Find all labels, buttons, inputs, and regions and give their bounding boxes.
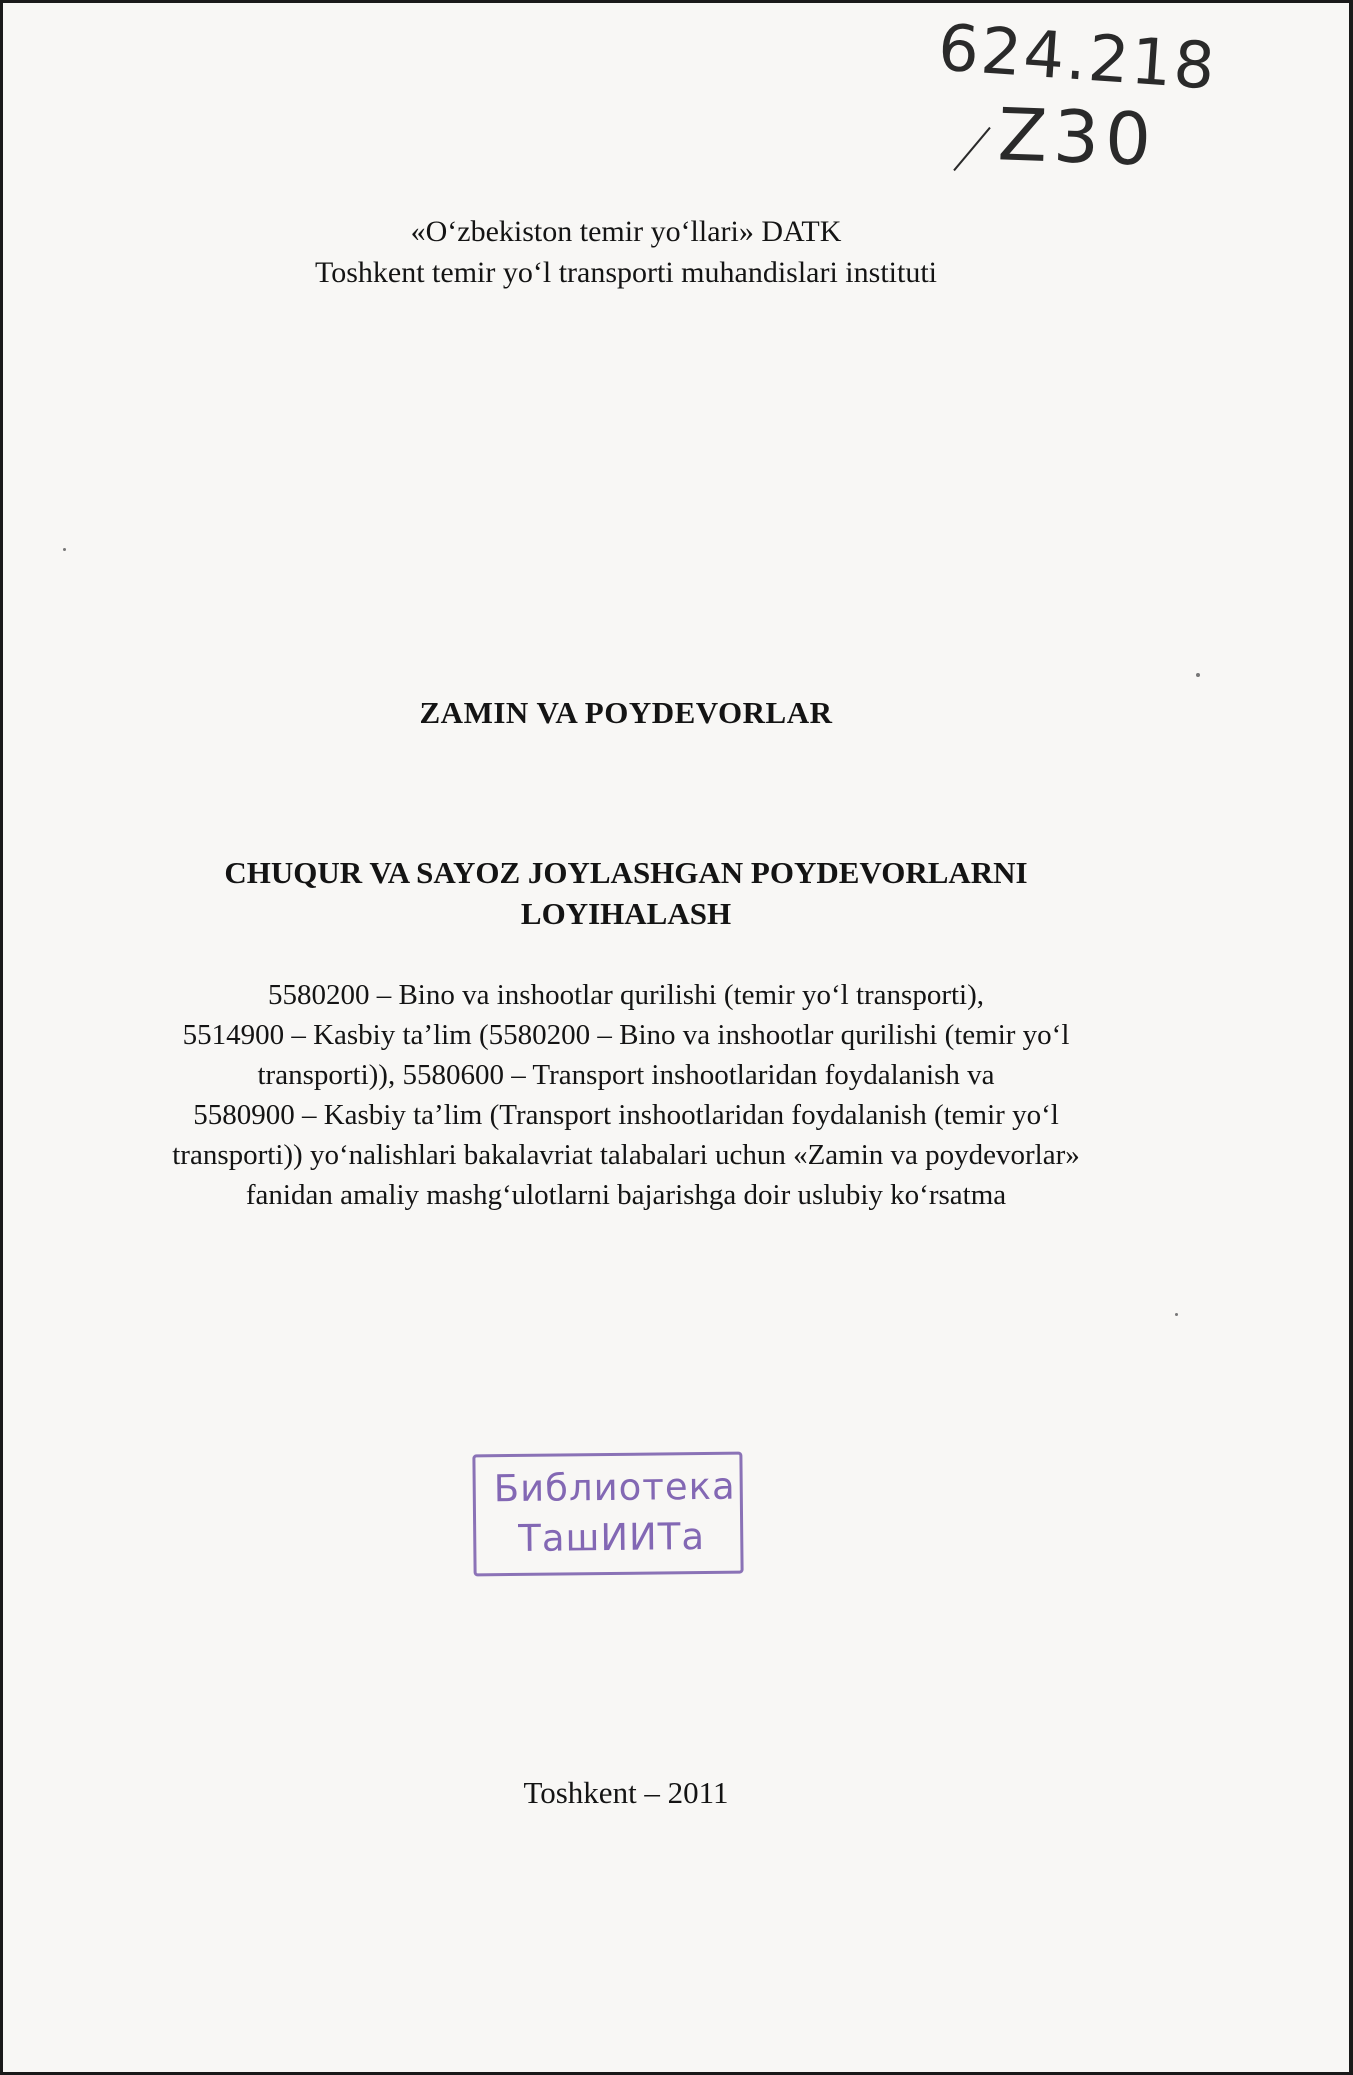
stamp-library-label: Библиотека bbox=[493, 1464, 736, 1511]
library-stamp bbox=[472, 1452, 743, 1577]
document-subtitle-line2: LOYIHALASH bbox=[520, 896, 732, 931]
handwritten-stroke bbox=[953, 127, 991, 171]
city-year: Toshkent – 2011 bbox=[523, 1775, 729, 1810]
description-line: transporti)), 5580600 – Transport inshootlaridan foydalanish va bbox=[257, 1059, 995, 1091]
description-line: 5580200 – Bino va inshootlar qurilishi (temir yo‘l transporti), bbox=[267, 979, 985, 1011]
document-subtitle-line1: CHUQUR VA SAYOZ JOYLASHGAN POYDEVORLARNI bbox=[224, 855, 1028, 890]
description-line: fanidan amaliy mashg‘ulotlarni bajarishga doir uslubiy ko‘rsatma bbox=[245, 1179, 1007, 1211]
description-line: 5580900 – Kasbiy ta’lim (Transport inshootlaridan foydalanish (temir yo‘l bbox=[193, 1099, 1059, 1131]
title-page bbox=[3, 3, 1349, 2072]
paper-speck bbox=[1175, 1313, 1178, 1316]
paper-speck bbox=[1196, 673, 1200, 677]
description-line: 5514900 – Kasbiy ta’lim (5580200 – Bino va inshootlar qurilishi (temir yo‘l bbox=[182, 1019, 1070, 1051]
description-line: transporti)) yo‘nalishlari bakalavriat talabalari uchun «Zamin va poydevorlar» bbox=[172, 1139, 1080, 1171]
organization-name: «O‘zbekiston temir yo‘llari» DATK bbox=[410, 215, 842, 248]
stamp-institute-label: ТашИИТа bbox=[518, 1514, 706, 1560]
shelf-mark-classification: 624.218 bbox=[935, 11, 1219, 105]
shelf-mark-author-code: Z30 bbox=[996, 92, 1159, 182]
institute-name: Toshkent temir yo‘l transporti muhandislari instituti bbox=[315, 256, 937, 289]
paper-speck bbox=[63, 548, 66, 551]
document-title: ZAMIN VA POYDEVORLAR bbox=[419, 695, 833, 730]
